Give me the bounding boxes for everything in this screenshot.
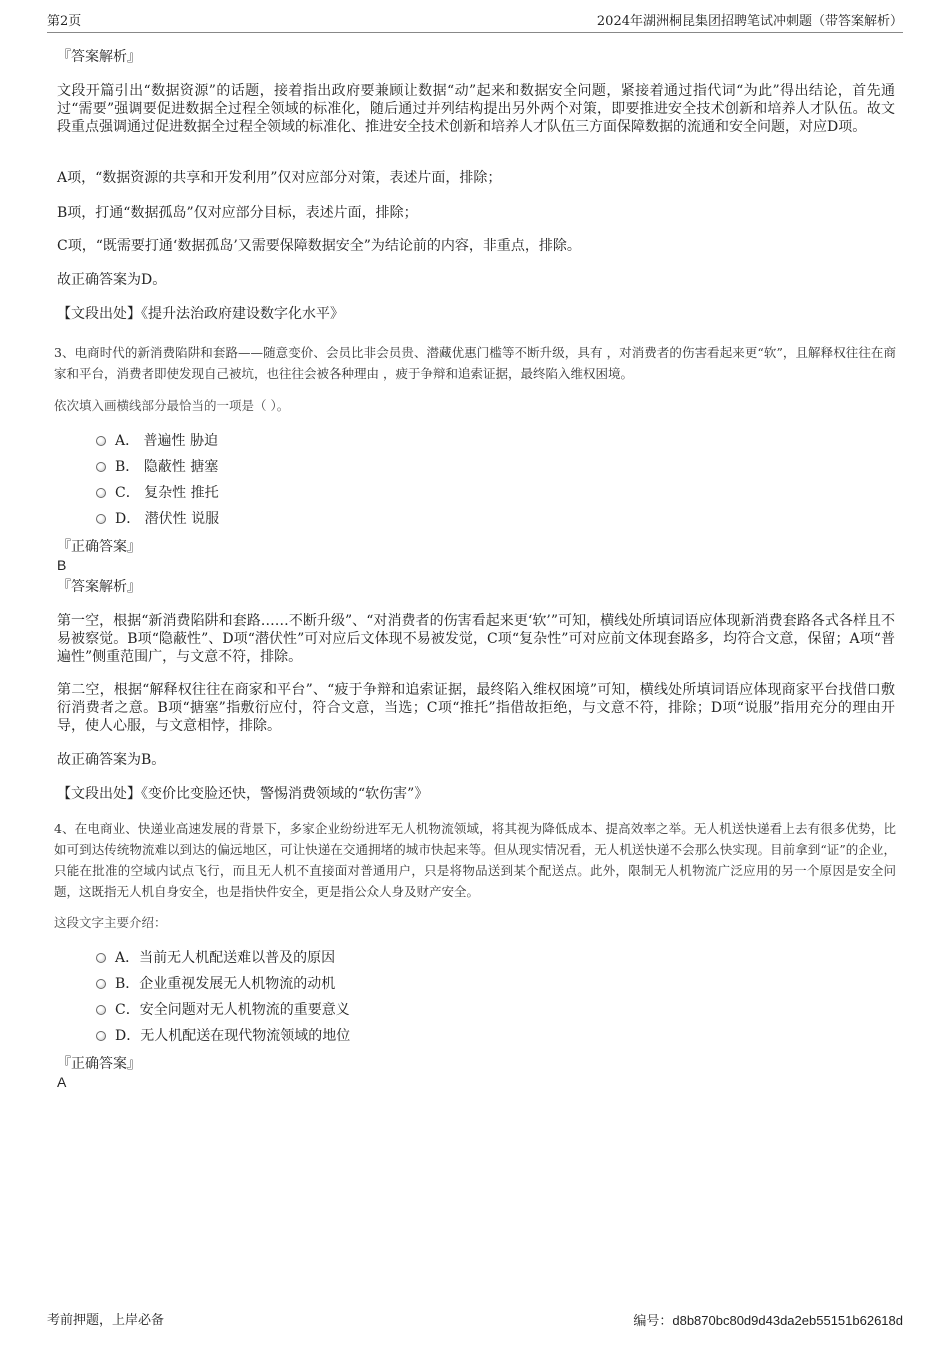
question-4-stem: 4、在电商业、快递业高速发展的背景下，多家企业纷纷进军无人机物流领域，将其视为降低成本、提高效率之举。无人机送快递看上去有很多优势，比如可到达传统物流难以到达的偏远地区，可让快递在交通拥堵的城市快起来等。但从现实情况看，无人机送快递不会那么快实现。目前拿到“证”的企业，只能在批准的空域内试点飞行，而且无人机不直接面对普通用户，只是将物品送到某个配送点。此外，限制无人机物流广泛应用的另一个原因是安全问题，这既指无人机自身安全，也是指快件安全，更是指公众人身及财产安全。 bbox=[54, 821, 896, 899]
analysis-label: 『答案解析』 bbox=[57, 579, 141, 595]
code-label: 编号： bbox=[633, 1314, 673, 1329]
option-label: A．当前无人机配送难以普及的原因 bbox=[115, 950, 336, 966]
option-label: C．安全问题对无人机物流的重要意义 bbox=[115, 1002, 350, 1018]
option-label: B． 隐蔽性 搪塞 bbox=[115, 459, 219, 475]
option-label: B．企业重视发展无人机物流的动机 bbox=[115, 976, 336, 992]
analysis-conclusion: 故正确答案为D。 bbox=[57, 272, 167, 288]
question-4-option-c[interactable] bbox=[96, 1001, 350, 1019]
question-3-option-d[interactable] bbox=[96, 510, 219, 528]
question-4-option-b[interactable] bbox=[96, 975, 335, 993]
question-3-option-c[interactable] bbox=[96, 484, 219, 502]
page-header bbox=[47, 12, 903, 33]
analysis-paragraph: 文段开篇引出“数据资源”的话题，接着指出政府要兼顾让数据“动”起来和数据安全问题，紧接着通过指代词“为此”得出结论，首先通过“需要”强调要促进数据全过程全领域的标准化，随后通过并列结构提出另外两个对策，即要推进安全技术创新和培养人才队伍。故文段重点强调通过促进数据全过程全领域的标准化、推进安全技术创新和培养人才队伍三方面保障数据的流通和安全问题，对应D项。 bbox=[57, 83, 895, 135]
source-citation: 【文段出处】《提升法治政府建设数字化水平》 bbox=[57, 306, 344, 322]
correct-answer-label: 『正确答案』 bbox=[57, 1056, 141, 1072]
analysis-conclusion: 故正确答案为B。 bbox=[57, 752, 166, 768]
radio-icon[interactable] bbox=[96, 462, 106, 472]
radio-icon[interactable] bbox=[96, 979, 106, 989]
document-code bbox=[633, 1312, 903, 1331]
radio-icon[interactable] bbox=[96, 514, 106, 524]
question-4-option-a[interactable] bbox=[96, 949, 335, 967]
radio-icon[interactable] bbox=[96, 1031, 106, 1041]
analysis-option-c: C项，“既需要打通‘数据孤岛’又需要保障数据安全”为结论前的内容，非重点，排除。 bbox=[57, 238, 581, 254]
radio-icon[interactable] bbox=[96, 436, 106, 446]
option-label: D． 潜伏性 说服 bbox=[115, 511, 220, 527]
option-label: A． 普遍性 胁迫 bbox=[115, 433, 219, 449]
correct-answer: A bbox=[57, 1074, 67, 1090]
page-number: 第2页 bbox=[47, 14, 82, 29]
correct-answer-label: 『正确答案』 bbox=[57, 539, 141, 555]
question-3-option-a[interactable] bbox=[96, 432, 218, 450]
question-3-option-b[interactable] bbox=[96, 458, 218, 476]
question-3-prompt: 依次填入画横线部分最恰当的一项是（ ）。 bbox=[54, 398, 290, 413]
analysis-option-b: B项，打通“数据孤岛”仅对应部分目标，表述片面，排除； bbox=[57, 205, 418, 221]
analysis-paragraph-1: 第一空，根据“新消费陷阱和套路……不断升级”、“对消费者的伤害看起来更‘软’”可知，横线处所填词语应体现新消费套路各式各样且不易被察觉。B项“隐蔽性”、D项“潜伏性”可对应后文体现不易被发觉，C项“复杂性”可对应前文体现套路多，均符合文意，保留；A项“普遍性”侧重范围广，与文意不符，排除。 bbox=[57, 613, 895, 665]
analysis-option-a: A项，“数据资源的共享和开发利用”仅对应部分对策，表述片面，排除； bbox=[57, 170, 502, 186]
option-label: C． 复杂性 推托 bbox=[115, 485, 219, 501]
analysis-label: 『答案解析』 bbox=[57, 49, 141, 65]
code-value: d8b870bc80d9d43da2eb55151b62618d bbox=[672, 1313, 903, 1328]
radio-icon[interactable] bbox=[96, 1005, 106, 1015]
page-footer bbox=[47, 1312, 903, 1330]
radio-icon[interactable] bbox=[96, 953, 106, 963]
correct-answer: B bbox=[57, 557, 67, 573]
footer-slogan: 考前押题，上岸必备 bbox=[47, 1313, 165, 1328]
analysis-paragraph-2: 第二空，根据“解释权往往在商家和平台”、“疲于争辩和追索证据，最终陷入维权困境”可知，横线处所填词语应体现商家平台找借口敷衍消费者之意。B项“搪塞”指敷衍应付，符合文意，当选；C项“推托”指借故拒绝，与文意不符，排除；D项“说服”指用充分的理由开导，使人心服，与文意相悖，排除。 bbox=[57, 682, 895, 734]
source-citation: 【文段出处】《变价比变脸还快，警惕消费领域的“软伤害”》 bbox=[57, 786, 429, 802]
question-3-stem: 3、电商时代的新消费陷阱和套路——随意变价、会员比非会员贵、潜藏优惠门槛等不断升级，具有 ，对消费者的伤害看起来更“软”，且解释权往往在商家和平台，消费者即使发现自己被坑，也往往会被各种理由 ，疲于争辩和追索证据，最终陷入维权困境。 bbox=[54, 345, 896, 381]
option-label: D．无人机配送在现代物流领域的地位 bbox=[115, 1028, 351, 1044]
radio-icon[interactable] bbox=[96, 488, 106, 498]
question-4-prompt: 这段文字主要介绍： bbox=[54, 915, 167, 930]
document-title: 2024年湖洲桐昆集团招聘笔试冲刺题（带答案解析） bbox=[596, 14, 903, 29]
question-4-option-d[interactable] bbox=[96, 1027, 350, 1045]
